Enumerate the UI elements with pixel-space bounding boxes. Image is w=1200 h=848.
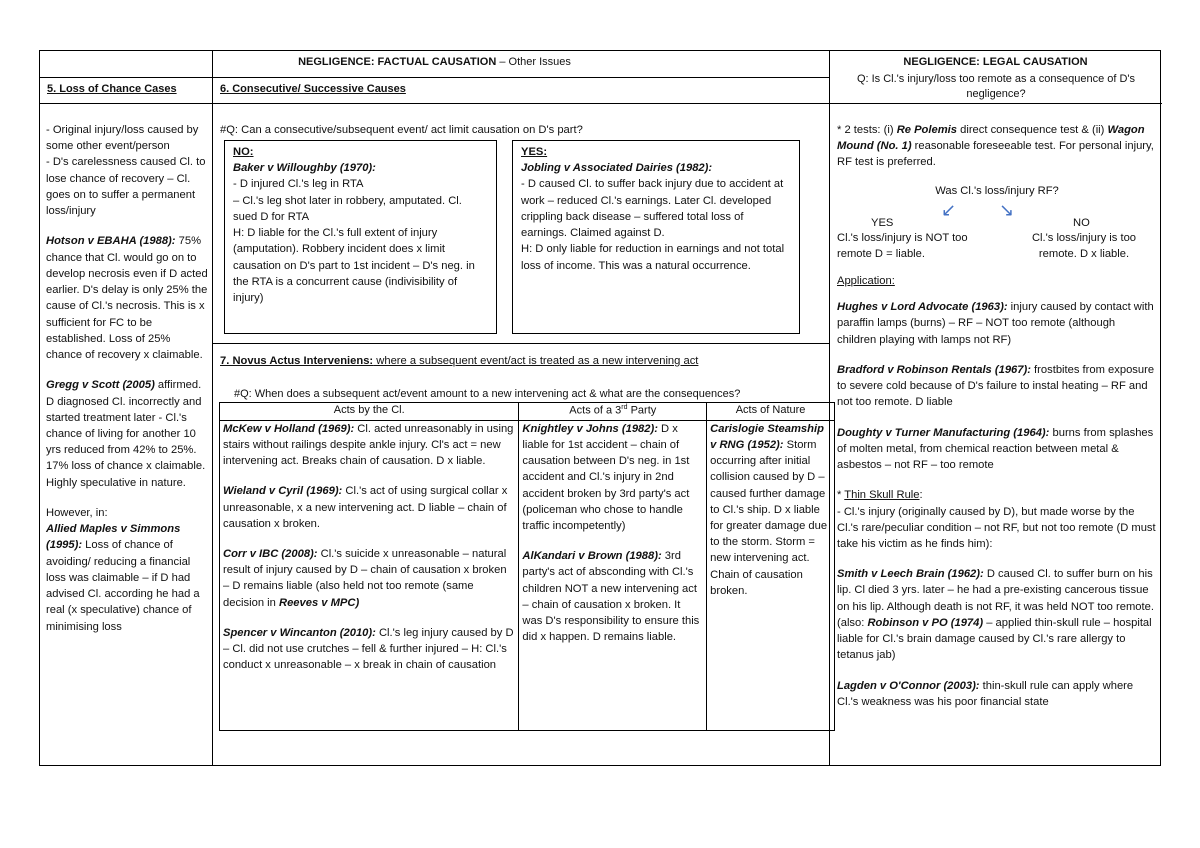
rf-flow xyxy=(837,199,1157,263)
novus-heading xyxy=(220,353,820,369)
novus-heading-rest: where a subsequent event/act is treated as a new intervening act xyxy=(373,355,699,367)
no-result: Cl.'s loss/injury is too remote. D x liable. xyxy=(1031,231,1137,261)
hughes-paragraph: Hughes v Lord Advocate (1963): injury caused by contact with paraffin lamps (burns) – RF – NOT too remote (although children playing with lamps not RF) xyxy=(837,301,1154,346)
yes-label: YES: xyxy=(521,146,548,158)
gregg-text: affirmed. D diagnosed Cl. incorrectly and started treatment later - Cl.'s chance of living for another 10 yrs reduced from 42% to 25%. 17% loss of chance x claimable. Highly speculative in nature. xyxy=(46,379,206,489)
thin-skull-text: - Cl.'s injury (originally caused by D), but made worse by the Cl.'s rare/peculiar condition – not RF, but not too remote (D must take his victim as he finds him): xyxy=(837,505,1156,550)
rf-question: Was Cl.'s loss/injury RF? xyxy=(935,184,1059,197)
however-line: However, in: xyxy=(46,506,108,519)
baker-line-2: – Cl.'s leg shot later in robbery, amputated. Cl. sued D for RTA xyxy=(233,194,462,223)
yes-label: YES xyxy=(871,216,894,229)
allied-case-name: Allied Maples v Simmons (1995): xyxy=(46,523,181,552)
alkandari-paragraph: AlKandari v Brown (1988): 3rd party's act of absconding with Cl.'s children NOT a new intervening act – chain of causation x broken. It was D's responsibility to ensure this did x happen. D remains liable. xyxy=(522,550,700,644)
notes-sheet xyxy=(39,50,1161,766)
yes-result: Cl.'s loss/injury is NOT too remote D = liable. xyxy=(837,231,968,261)
gregg-case-name: Gregg v Scott (2005) xyxy=(46,379,155,392)
carislogie-paragraph: Carislogie Steamship v RNG (1952): Storm occurring after initial collision caused by D – caused further damage to Cl.'s ship. D x liable for greater damage due to the storm. Storm = new intervening act. Chain of causation broken. xyxy=(710,422,828,597)
arrow-yes-icon: ↙ xyxy=(941,199,957,220)
wieland-paragraph: Wieland v Cyril (1969): Cl.'s act of using surgical collar x unreasonable, x a new intervening act. D liable – chain of causation x broken. xyxy=(223,485,508,530)
third-party-cases-cell xyxy=(519,420,707,730)
consecutive-causes-heading: 6. Consecutive/ Successive Causes xyxy=(220,83,406,95)
baker-case-name: Baker v Willoughby (1970): xyxy=(233,162,376,175)
jobling-line-2: H: D only liable for reduction in earnings and not total loss of income. This was a natural occurrence. xyxy=(521,243,785,272)
no-label: NO: xyxy=(233,146,254,158)
factual-causation-title xyxy=(40,55,829,71)
intro-line-2: - D's carelessness caused Cl. to lose chance of recovery – Cl. goes on to suffer a permanent loss/injury xyxy=(46,156,206,218)
novus-acts-table xyxy=(219,402,835,731)
spencer-paragraph: Spencer v Wincanton (2010): Cl.'s leg injury caused by D – Cl. did not use crutches – fell & further injured – H: Cl.'s conduct x unreasonable – x break in chain of causation xyxy=(223,626,514,672)
divider-subheader xyxy=(40,103,1162,104)
knightley-paragraph: Knightley v Johns (1982): D x liable for 1st accident – chain of causation between D's neg. in 1st accident and Cl.'s injury in 2nd accident broken by 3rd party's act (policeman who chose to handle traffic incompetently) xyxy=(522,422,690,532)
table-header-row xyxy=(220,403,835,421)
factual-title-bold: NEGLIGENCE: FACTUAL CAUSATION xyxy=(298,56,497,68)
mckew-paragraph: McKew v Holland (1969): Cl. acted unreasonably in using stairs without railings despite ankle injury. Cl's act = new intervening act. Breaks chain of causation. D x liable. xyxy=(223,422,514,468)
col-head-cl: Acts by the Cl. xyxy=(220,403,519,421)
two-tests-paragraph: * 2 tests: (i) Re Polemis direct consequence test & (ii) Wagon Mound (No. 1) reasonable foreseeable test. For personal injury, RF test is preferred. xyxy=(837,124,1154,169)
divider-novus xyxy=(212,343,829,344)
baker-line-3: H: D liable for the Cl.'s full extent of injury (amputation). Robbery incident does x limit causation on D's part to 1st incident – D's neg. in the RTA is a concurrent cause (indivisibility of injury) xyxy=(233,227,475,305)
novus-question: #Q: When does a subsequent act/event amount to a new intervening act & what are the consequences? xyxy=(234,388,741,400)
corr-paragraph: Corr v IBC (2008): Cl.'s suicide x unreasonable – natural result of injury caused by D – chain of causation x broken – D remains liable (also held not too remote (same decision in Reeves v MPC) xyxy=(223,548,507,609)
jobling-line-1: - D caused Cl. to suffer back injury due to accident at work – reduced Cl.'s earnings. Later Cl. developed crippling back disease – suffered total loss of earnings. Claimed against D. xyxy=(521,178,784,240)
col-head-nature: Acts of Nature xyxy=(707,403,835,421)
hotson-case-name: Hotson v EBAHA (1988): xyxy=(46,235,176,248)
novus-heading-bold: 7. Novus Actus Interveniens: xyxy=(220,355,374,367)
jobling-case-name: Jobling v Associated Dairies (1982): xyxy=(521,162,713,175)
gregg-paragraph xyxy=(46,377,208,491)
application-heading: Application: xyxy=(837,274,895,287)
allied-text: Loss of chance of avoiding/ reducing a financial loss was claimable – if D had advised Cl. according he had a real (x speculative) chance of minimising loss xyxy=(46,539,200,633)
doughty-paragraph: Doughty v Turner Manufacturing (1964): burns from splashes of molten metal, from chemical reaction between metal & asbestos – not RF – too remote xyxy=(837,426,1154,472)
no-label: NO xyxy=(1073,216,1090,229)
table-body-row xyxy=(220,420,835,730)
divider-header-factual xyxy=(40,77,829,78)
consecutive-question: #Q: Can a consecutive/subsequent event/ act limit causation on D's part? xyxy=(220,124,583,136)
legal-causation-question: Q: Is Cl.'s injury/loss too remote as a consequence of D's negligence? xyxy=(856,73,1136,100)
thin-skull-heading: * Thin Skull Rule: xyxy=(837,489,923,502)
bradford-paragraph: Bradford v Robinson Rentals (1967): frostbites from exposure to severe cold because of D's failure to instal heating – RF and not too remote. D liable xyxy=(837,363,1155,409)
divider-left xyxy=(212,51,213,765)
no-case-box xyxy=(224,140,497,334)
hotson-paragraph xyxy=(46,233,208,363)
yes-case-box xyxy=(512,140,800,334)
hotson-text: 75% chance that Cl. would go on to develop necrosis even if D acted earlier. D's delay is only 25% the cause of Cl.'s necrosis. This is x sufficient for FC to be established. Loss of 25% chance of recovery x claimable. xyxy=(46,235,208,362)
cl-cases-cell xyxy=(220,420,519,730)
smith-paragraph: Smith v Leech Brain (1962): D caused Cl. to suffer burn on his lip. Cl died 3 yrs. later – he had a pre-existing cancerous tissue on his lip. Although death is not RF, it was held NOT too remote. (also: Robinson v PO (1974) – applied thin-skull rule – hospital liable for Cl.'s brain damage caused by Cl.'s rare allergy to tetanus jab) xyxy=(837,568,1154,662)
arrow-no-icon: ↘ xyxy=(999,199,1015,220)
intro-line-1: - Original injury/loss caused by some other event/person xyxy=(46,124,199,153)
allied-paragraph xyxy=(46,521,208,635)
baker-line-1: - D injured Cl.'s leg in RTA xyxy=(233,178,364,191)
legal-causation-column xyxy=(837,122,1157,710)
lagden-paragraph: Lagden v O'Connor (2003): thin-skull rule can apply where Cl.'s weakness was his poor financial state xyxy=(837,679,1134,708)
loss-of-chance-heading: 5. Loss of Chance Cases xyxy=(47,83,177,95)
legal-causation-title: NEGLIGENCE: LEGAL CAUSATION xyxy=(903,56,1088,68)
factual-title-rest: – Other Issues xyxy=(496,56,571,68)
loss-of-chance-column xyxy=(46,122,208,635)
nature-cases-cell xyxy=(707,420,835,730)
col-head-third: Acts of a 3rd Party xyxy=(519,403,707,421)
